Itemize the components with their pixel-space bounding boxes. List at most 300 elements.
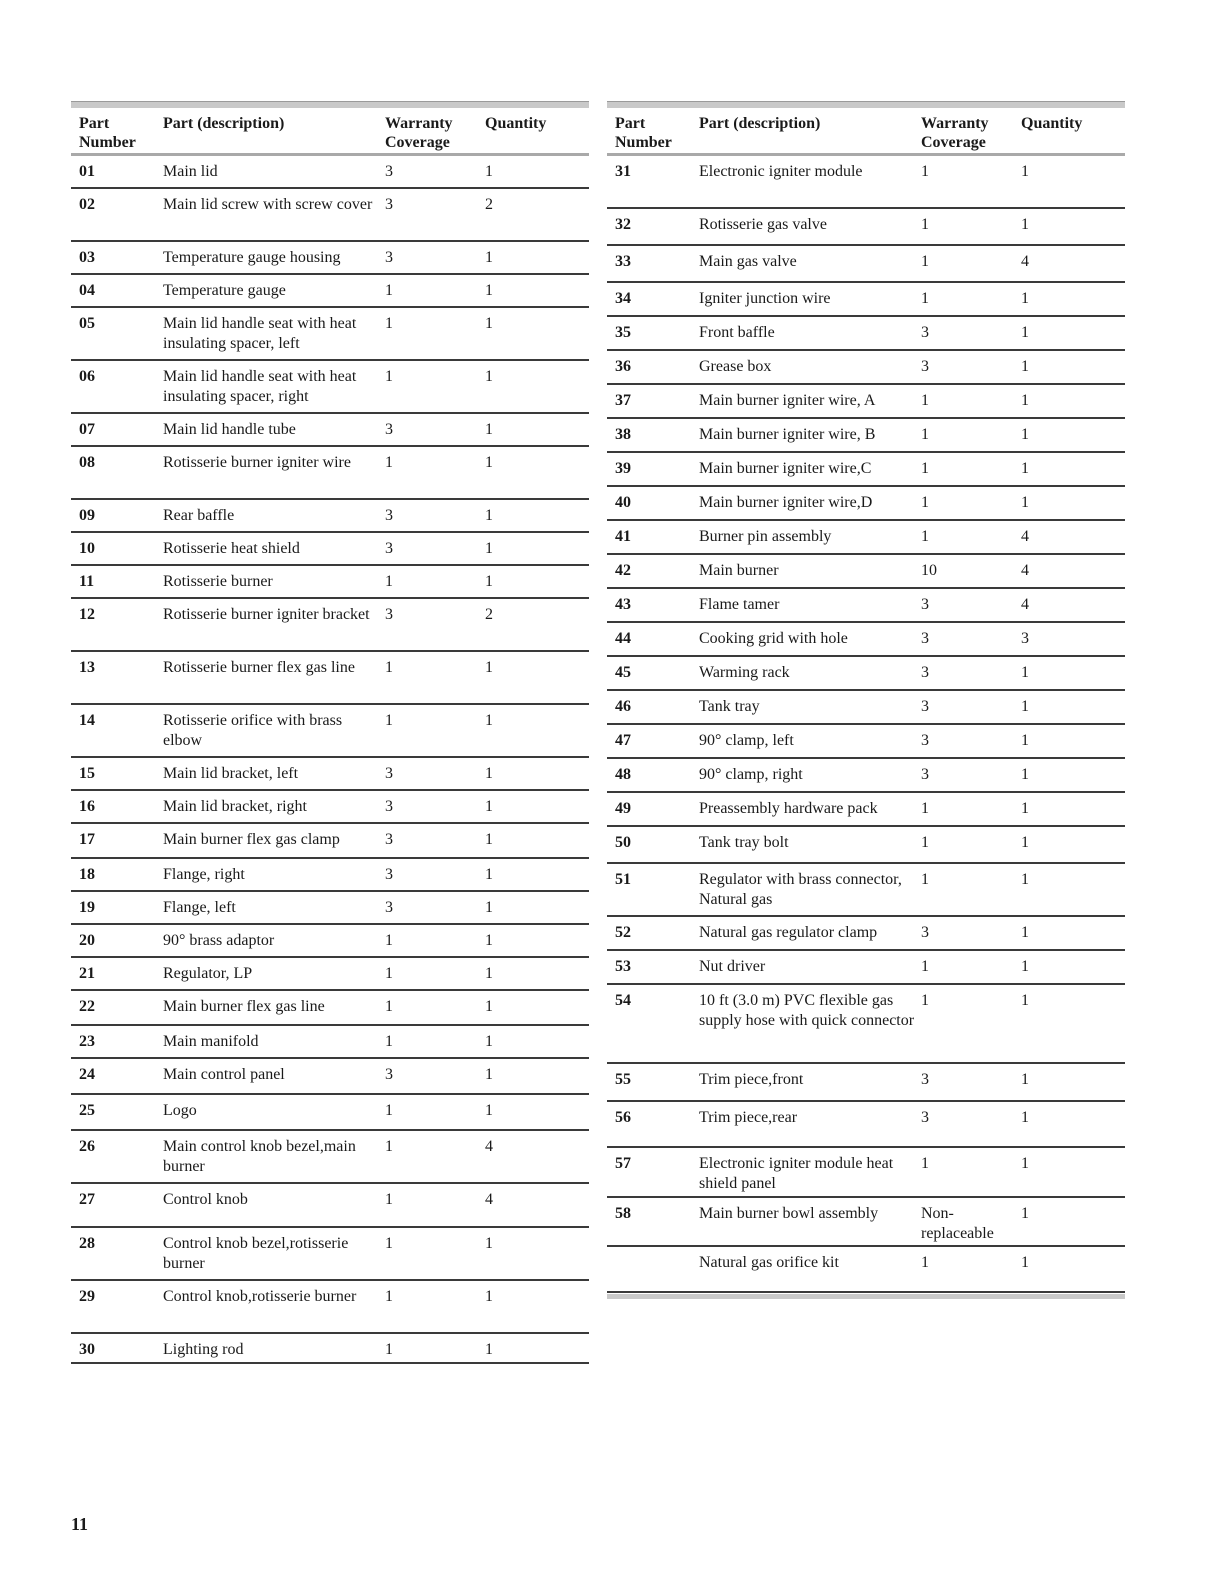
part-number-cell: 08 [79, 454, 95, 471]
part-description-cell: Lighting rod [163, 1341, 244, 1358]
table-row [607, 725, 1125, 759]
quantity-cell: 1 [485, 368, 493, 385]
part-number-cell: 01 [79, 163, 95, 180]
part-number-cell: 47 [615, 732, 631, 749]
quantity-cell: 1 [1021, 392, 1029, 409]
table-header [607, 108, 1125, 156]
part-number-cell: 42 [615, 562, 631, 579]
part-number-cell: 34 [615, 290, 631, 307]
warranty-coverage-cell: 10 [921, 562, 937, 579]
part-number-cell: 26 [79, 1138, 95, 1155]
part-description-cell: Main lid handle tube [163, 421, 296, 438]
table-row [71, 1334, 589, 1364]
part-number-cell: 30 [79, 1341, 95, 1358]
part-description-cell: Control knob [163, 1191, 248, 1208]
part-number-cell: 07 [79, 421, 95, 438]
part-description-cell: Regulator with brass connector, Natural gas [699, 871, 902, 908]
table-row [607, 351, 1125, 385]
table-row [607, 1198, 1125, 1247]
part-description-cell: Rotisserie orifice with brass elbow [163, 712, 343, 749]
part-description-cell: Burner pin assembly [699, 528, 832, 545]
quantity-cell: 1 [1021, 1109, 1029, 1126]
table-top-rule [607, 101, 1125, 108]
quantity-cell: 4 [1021, 253, 1029, 270]
part-number-cell: 12 [79, 606, 95, 623]
warranty-coverage-cell: 3 [921, 766, 929, 783]
table-row [71, 308, 589, 361]
quantity-cell: 1 [1021, 664, 1029, 681]
warranty-coverage-cell: 3 [385, 866, 393, 883]
table-row [607, 917, 1125, 951]
warranty-coverage-cell: 3 [385, 421, 393, 438]
header-quantity: Quantity [1021, 115, 1083, 132]
table-row [607, 951, 1125, 985]
parts-table-left [71, 101, 589, 1364]
warranty-coverage-cell: 3 [385, 765, 393, 782]
part-description-cell: Igniter junction wire [699, 290, 831, 307]
quantity-cell: 1 [485, 315, 493, 332]
table-row [607, 521, 1125, 555]
part-description-cell: Rear baffle [163, 507, 235, 524]
quantity-cell: 1 [485, 932, 493, 949]
table-row [607, 385, 1125, 419]
part-description-cell: Grease box [699, 358, 772, 375]
quantity-cell: 1 [1021, 358, 1029, 375]
warranty-coverage-cell: 1 [385, 1288, 393, 1305]
part-number-cell [607, 1253, 699, 1291]
warranty-coverage-cell: 1 [921, 1254, 929, 1271]
part-description-cell: Tank tray bolt [699, 834, 789, 851]
warranty-coverage-cell: 3 [921, 630, 929, 647]
part-description-cell: Preassembly hardware pack [699, 800, 878, 817]
warranty-coverage-cell: 1 [385, 1102, 393, 1119]
part-description-cell: Main burner flex gas line [163, 998, 325, 1015]
quantity-cell: 1 [485, 1235, 493, 1252]
warranty-coverage-cell: 1 [385, 932, 393, 949]
quantity-cell: 1 [485, 163, 493, 180]
quantity-cell: 1 [1021, 216, 1029, 233]
table-row [71, 705, 589, 758]
warranty-coverage-cell: 1 [385, 1235, 393, 1252]
quantity-cell: 1 [485, 507, 493, 524]
warranty-coverage-cell: 1 [921, 834, 929, 851]
quantity-cell: 1 [1021, 1205, 1029, 1222]
quantity-cell: 1 [485, 866, 493, 883]
table-row [71, 566, 589, 599]
warranty-coverage-cell: 3 [385, 1066, 393, 1083]
part-number-cell: 41 [615, 528, 631, 545]
warranty-coverage-cell: 1 [921, 253, 929, 270]
part-number-cell: 58 [615, 1205, 631, 1222]
table-row [71, 1131, 589, 1184]
part-number-cell: 46 [615, 698, 631, 715]
part-description-cell: Control knob,rotisserie burner [163, 1288, 357, 1305]
table-top-rule [71, 101, 589, 108]
warranty-coverage-cell: 3 [385, 249, 393, 266]
warranty-coverage-cell: 1 [385, 998, 393, 1015]
part-description-cell: Trim piece,rear [699, 1109, 798, 1126]
table-row [607, 246, 1125, 283]
warranty-coverage-cell: 3 [385, 507, 393, 524]
table-row [71, 275, 589, 308]
part-number-cell: 27 [79, 1191, 95, 1208]
part-number-cell: 36 [615, 358, 631, 375]
warranty-coverage-cell: 3 [921, 324, 929, 341]
quantity-cell: 1 [1021, 766, 1029, 783]
part-description-cell: Rotisserie burner igniter bracket [163, 606, 370, 623]
part-number-cell: 38 [615, 426, 631, 443]
table-row [607, 864, 1125, 917]
warranty-coverage-cell: 3 [385, 831, 393, 848]
table-row [607, 589, 1125, 623]
part-number-cell: 05 [79, 315, 95, 332]
part-number-cell: 19 [79, 899, 95, 916]
quantity-cell: 4 [1021, 596, 1029, 613]
part-number-cell: 24 [79, 1066, 95, 1083]
part-number-cell: 15 [79, 765, 95, 782]
warranty-coverage-cell: 1 [385, 573, 393, 590]
warranty-coverage-cell: 1 [385, 1138, 393, 1155]
warranty-coverage-cell: 1 [385, 368, 393, 385]
warranty-coverage-cell: 1 [921, 426, 929, 443]
warranty-coverage-cell: 1 [921, 528, 929, 545]
quantity-cell: 1 [485, 282, 493, 299]
quantity-cell: 1 [485, 965, 493, 982]
part-number-cell: 51 [615, 871, 631, 888]
table-row [71, 414, 589, 447]
table-row [71, 758, 589, 791]
part-number-cell: 11 [79, 573, 95, 590]
quantity-cell: 4 [485, 1138, 493, 1155]
part-description-cell: Electronic igniter module heat shield panel [699, 1155, 894, 1192]
table-row [607, 555, 1125, 589]
part-description-cell: Main burner flex gas clamp [163, 831, 340, 848]
part-number-cell: 23 [79, 1033, 95, 1050]
part-description-cell: Regulator, LP [163, 965, 253, 982]
warranty-coverage-cell: 1 [385, 659, 393, 676]
warranty-coverage-cell: 3 [921, 698, 929, 715]
header-part-description: Part (description) [163, 115, 285, 132]
part-description-cell: 10 ft (3.0 m) PVC flexible gas supply hose with quick connector [699, 992, 915, 1029]
part-number-cell: 21 [79, 965, 95, 982]
part-description-cell: Electronic igniter module [699, 163, 863, 180]
part-number-cell: 22 [79, 998, 95, 1015]
quantity-cell: 1 [485, 249, 493, 266]
table-row [607, 985, 1125, 1064]
quantity-cell: 1 [485, 659, 493, 676]
warranty-coverage-cell: 1 [921, 871, 929, 888]
table-row [71, 859, 589, 892]
warranty-coverage-cell: 3 [385, 196, 393, 213]
table-row [607, 1064, 1125, 1102]
part-number-cell: 33 [615, 253, 631, 270]
part-number-cell: 25 [79, 1102, 95, 1119]
table-row [71, 361, 589, 414]
warranty-coverage-cell: 3 [921, 732, 929, 749]
warranty-coverage-cell: 1 [921, 800, 929, 817]
part-number-cell: 39 [615, 460, 631, 477]
part-description-cell: 90° clamp, left [699, 732, 794, 749]
part-description-cell: 90° brass adaptor [163, 932, 275, 949]
header-part-number: Part Number [615, 115, 672, 151]
table-row [607, 453, 1125, 487]
quantity-cell: 1 [1021, 1254, 1029, 1271]
warranty-coverage-cell: 1 [921, 958, 929, 975]
part-number-cell: 06 [79, 368, 95, 385]
part-description-cell: Rotisserie heat shield [163, 540, 300, 557]
quantity-cell: 1 [485, 540, 493, 557]
warranty-coverage-cell: 1 [385, 1341, 393, 1358]
quantity-cell: 1 [1021, 992, 1029, 1009]
table-row [607, 487, 1125, 521]
quantity-cell: 1 [485, 998, 493, 1015]
table-row [607, 419, 1125, 453]
part-number-cell: 20 [79, 932, 95, 949]
part-number-cell: 48 [615, 766, 631, 783]
quantity-cell: 1 [1021, 698, 1029, 715]
header-warranty-coverage: Warranty Coverage [385, 115, 453, 151]
part-number-cell: 45 [615, 664, 631, 681]
warranty-coverage-cell: 1 [385, 282, 393, 299]
quantity-cell: 2 [485, 606, 493, 623]
warranty-coverage-cell: 1 [385, 454, 393, 471]
part-number-cell: 04 [79, 282, 95, 299]
warranty-coverage-cell: Non-replaceable [921, 1205, 994, 1242]
table-row [607, 691, 1125, 725]
table-row [607, 1247, 1125, 1293]
part-description-cell: 90° clamp, right [699, 766, 803, 783]
part-number-cell: 54 [615, 992, 631, 1009]
part-number-cell: 14 [79, 712, 95, 729]
quantity-cell: 3 [1021, 630, 1029, 647]
table-row [71, 892, 589, 925]
quantity-cell: 1 [485, 1341, 493, 1358]
table-row [607, 317, 1125, 351]
part-description-cell: Main lid handle seat with heat insulating spacer, right [163, 368, 357, 405]
table-row [607, 1102, 1125, 1148]
warranty-coverage-cell: 1 [921, 460, 929, 477]
warranty-coverage-cell: 3 [921, 664, 929, 681]
table-row [607, 623, 1125, 657]
header-warranty-coverage: Warranty Coverage [921, 115, 989, 151]
quantity-cell: 1 [1021, 163, 1029, 180]
warranty-coverage-cell: 3 [385, 540, 393, 557]
quantity-cell: 1 [1021, 1155, 1029, 1172]
table-row [71, 925, 589, 958]
quantity-cell: 1 [1021, 290, 1029, 307]
table-row [71, 189, 589, 242]
part-description-cell: Natural gas orifice kit [699, 1254, 839, 1271]
quantity-cell: 1 [485, 831, 493, 848]
part-number-cell: 50 [615, 834, 631, 851]
part-description-cell: Flame tamer [699, 596, 780, 613]
part-number-cell: 17 [79, 831, 95, 848]
quantity-cell: 4 [1021, 562, 1029, 579]
part-number-cell: 56 [615, 1109, 631, 1126]
quantity-cell: 1 [485, 712, 493, 729]
warranty-coverage-cell: 1 [921, 290, 929, 307]
part-number-cell: 02 [79, 196, 95, 213]
warranty-coverage-cell: 1 [385, 1191, 393, 1208]
part-description-cell: Rotisserie gas valve [699, 216, 827, 233]
part-description-cell: Main control knob bezel,main burner [163, 1138, 356, 1175]
table-row [71, 533, 589, 566]
table-row [607, 1148, 1125, 1198]
table-row [71, 1059, 589, 1095]
warranty-coverage-cell: 1 [921, 392, 929, 409]
quantity-cell: 1 [485, 421, 493, 438]
part-number-cell: 35 [615, 324, 631, 341]
part-number-cell: 10 [79, 540, 95, 557]
part-description-cell: Main burner igniter wire, A [699, 392, 876, 409]
warranty-coverage-cell: 1 [921, 163, 929, 180]
quantity-cell: 1 [1021, 800, 1029, 817]
quantity-cell: 1 [1021, 924, 1029, 941]
part-number-cell: 31 [615, 163, 631, 180]
part-description-cell: Main burner bowl assembly [699, 1205, 879, 1222]
warranty-coverage-cell: 1 [385, 712, 393, 729]
part-description-cell: Main lid bracket, right [163, 798, 307, 815]
table-row [607, 156, 1125, 209]
table-row [71, 447, 589, 500]
part-description-cell: Flange, left [163, 899, 236, 916]
part-number-cell: 29 [79, 1288, 95, 1305]
quantity-cell: 4 [1021, 528, 1029, 545]
warranty-coverage-cell: 3 [385, 798, 393, 815]
table-row [607, 759, 1125, 793]
table-row [607, 283, 1125, 317]
part-description-cell: Main manifold [163, 1033, 259, 1050]
part-description-cell: Logo [163, 1102, 197, 1119]
warranty-coverage-cell: 3 [921, 1109, 929, 1126]
warranty-coverage-cell: 3 [921, 596, 929, 613]
quantity-cell: 1 [485, 1288, 493, 1305]
part-number-cell: 32 [615, 216, 631, 233]
warranty-coverage-cell: 3 [921, 924, 929, 941]
part-description-cell: Main lid [163, 163, 218, 180]
quantity-cell: 1 [1021, 1071, 1029, 1088]
table-row [607, 793, 1125, 827]
part-description-cell: Rotisserie burner igniter wire [163, 454, 351, 471]
part-description-cell: Warming rack [699, 664, 790, 681]
table-row [71, 824, 589, 859]
part-description-cell: Main burner [699, 562, 779, 579]
part-number-cell: 13 [79, 659, 95, 676]
table-row [71, 156, 589, 189]
table-row [71, 652, 589, 705]
header-part-number: Part Number [79, 115, 136, 151]
part-description-cell: Main burner igniter wire,D [699, 494, 873, 511]
part-number-cell: 28 [79, 1235, 95, 1252]
header-quantity: Quantity [485, 115, 547, 132]
table-bottom-rule [607, 1294, 1125, 1299]
part-description-cell: Main gas valve [699, 253, 797, 270]
quantity-cell: 1 [1021, 834, 1029, 851]
warranty-coverage-cell: 1 [385, 1033, 393, 1050]
table-row [607, 657, 1125, 691]
quantity-cell: 1 [485, 573, 493, 590]
warranty-coverage-cell: 1 [385, 315, 393, 332]
part-description-cell: Front baffle [699, 324, 775, 341]
table-row [71, 991, 589, 1026]
part-description-cell: Temperature gauge housing [163, 249, 341, 266]
quantity-cell: 1 [1021, 460, 1029, 477]
part-number-cell: 18 [79, 866, 95, 883]
part-number-cell: 55 [615, 1071, 631, 1088]
table-row [71, 1095, 589, 1131]
part-description-cell: Main burner igniter wire,C [699, 460, 872, 477]
quantity-cell: 1 [485, 1033, 493, 1050]
table-row [607, 209, 1125, 246]
table-row [71, 1228, 589, 1281]
part-description-cell: Main control panel [163, 1066, 285, 1083]
table-row [71, 500, 589, 533]
warranty-coverage-cell: 3 [921, 358, 929, 375]
part-number-cell: 57 [615, 1155, 631, 1172]
part-description-cell: Cooking grid with hole [699, 630, 848, 647]
quantity-cell: 1 [1021, 494, 1029, 511]
warranty-coverage-cell: 1 [921, 992, 929, 1009]
part-number-cell: 53 [615, 958, 631, 975]
quantity-cell: 4 [485, 1191, 493, 1208]
table-row [71, 242, 589, 275]
table-row [71, 791, 589, 824]
part-number-cell: 49 [615, 800, 631, 817]
quantity-cell: 1 [485, 1066, 493, 1083]
part-description-cell: Main lid bracket, left [163, 765, 299, 782]
quantity-cell: 1 [485, 765, 493, 782]
warranty-coverage-cell: 1 [385, 965, 393, 982]
part-description-cell: Main burner igniter wire, B [699, 426, 876, 443]
part-number-cell: 52 [615, 924, 631, 941]
part-description-cell: Rotisserie burner flex gas line [163, 659, 355, 676]
table-row [71, 1026, 589, 1059]
part-description-cell: Control knob bezel,rotisserie burner [163, 1235, 349, 1272]
table-row [71, 599, 589, 652]
part-description-cell: Flange, right [163, 866, 245, 883]
quantity-cell: 1 [485, 454, 493, 471]
part-number-cell: 44 [615, 630, 631, 647]
part-description-cell: Nut driver [699, 958, 766, 975]
part-number-cell: 37 [615, 392, 631, 409]
quantity-cell: 1 [485, 1102, 493, 1119]
quantity-cell: 1 [1021, 426, 1029, 443]
quantity-cell: 1 [485, 798, 493, 815]
part-description-cell: Trim piece,front [699, 1071, 804, 1088]
quantity-cell: 1 [1021, 958, 1029, 975]
warranty-coverage-cell: 3 [385, 606, 393, 623]
quantity-cell: 1 [1021, 324, 1029, 341]
part-number-cell: 03 [79, 249, 95, 266]
quantity-cell: 1 [1021, 871, 1029, 888]
parts-table-right [607, 101, 1125, 1299]
part-description-cell: Main lid screw with screw cover [163, 196, 373, 213]
part-description-cell: Temperature gauge [163, 282, 286, 299]
table-row [71, 1281, 589, 1334]
warranty-coverage-cell: 3 [921, 1071, 929, 1088]
table-row [71, 958, 589, 991]
part-description-cell: Tank tray [699, 698, 760, 715]
part-description-cell: Rotisserie burner [163, 573, 273, 590]
warranty-coverage-cell: 3 [385, 899, 393, 916]
quantity-cell: 1 [1021, 732, 1029, 749]
part-description-cell: Natural gas regulator clamp [699, 924, 878, 941]
warranty-coverage-cell: 1 [921, 494, 929, 511]
warranty-coverage-cell: 1 [921, 216, 929, 233]
page-number: 11 [71, 1514, 89, 1534]
part-number-cell: 16 [79, 798, 95, 815]
part-number-cell: 40 [615, 494, 631, 511]
